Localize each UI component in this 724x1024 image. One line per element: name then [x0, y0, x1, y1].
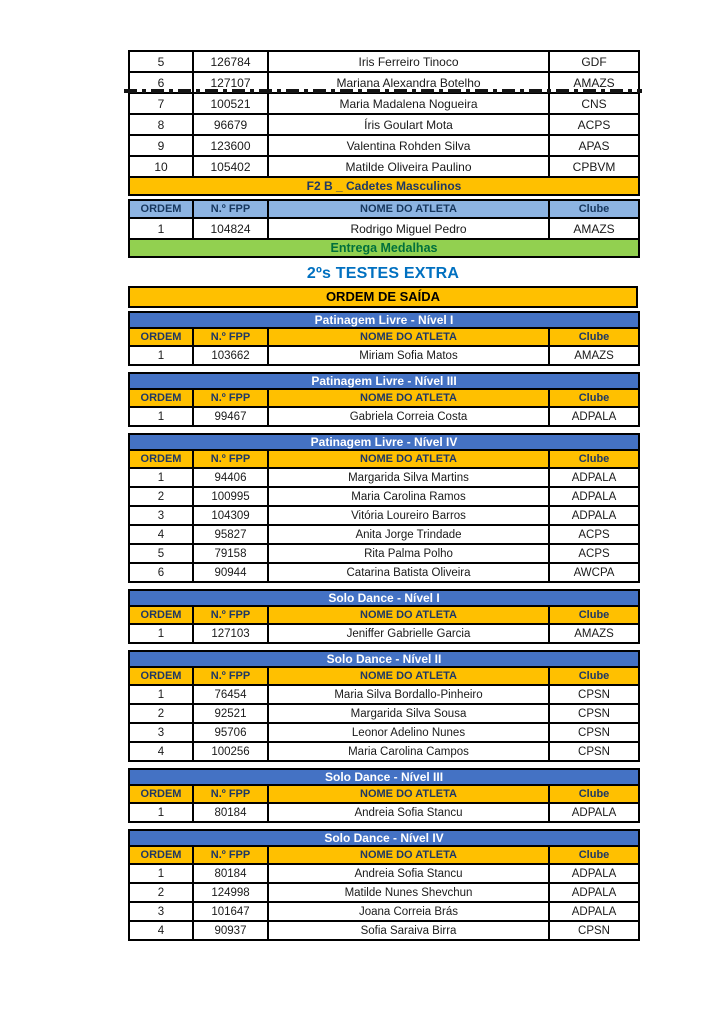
cell-ordem: 3: [129, 902, 193, 921]
cell-name: Joana Correia Brás: [268, 902, 549, 921]
column-header-name: NOME DO ATLETA: [268, 450, 549, 468]
cell-fpp: 104309: [193, 506, 268, 525]
cadetes-masculinos-table: [128, 199, 640, 258]
cell-name: Íris Goulart Mota: [268, 114, 549, 135]
cell-name: Catarina Batista Oliveira: [268, 563, 549, 582]
cell-club: APAS: [549, 135, 639, 156]
cell-fpp: 103662: [193, 346, 268, 365]
table-row: [129, 803, 639, 822]
cell-fpp: 79158: [193, 544, 268, 563]
section-title-bar: Patinagem Livre - Nível III: [129, 373, 639, 389]
column-header-name: NOME DO ATLETA: [268, 200, 549, 218]
cell-ordem: 6: [129, 72, 193, 93]
column-header-fpp: N.º FPP: [193, 846, 268, 864]
cell-club: AMAZS: [549, 346, 639, 365]
cell-ordem: 7: [129, 93, 193, 114]
cell-club: ACPS: [549, 544, 639, 563]
cell-fpp: 124998: [193, 883, 268, 902]
section-table: [128, 433, 640, 583]
cell-fpp: 80184: [193, 864, 268, 883]
section-title-bar: Solo Dance - Nível IV: [129, 830, 639, 846]
section-table: [128, 650, 640, 762]
cell-ordem: 2: [129, 883, 193, 902]
cell-fpp: 104824: [193, 218, 268, 239]
cell-club: ADPALA: [549, 407, 639, 426]
cell-ordem: 5: [129, 544, 193, 563]
cell-ordem: 1: [129, 346, 193, 365]
table-row: [129, 51, 639, 72]
cell-name: Maria Carolina Campos: [268, 742, 549, 761]
column-header-club: Clube: [549, 450, 639, 468]
cell-club: ACPS: [549, 114, 639, 135]
section-title-bar: Patinagem Livre - Nível IV: [129, 434, 639, 450]
table-row: [129, 218, 639, 239]
cell-ordem: 3: [129, 723, 193, 742]
column-header-fpp: N.º FPP: [193, 785, 268, 803]
column-header-row: [129, 450, 639, 468]
column-header-ordem: ORDEM: [129, 328, 193, 346]
column-header-fpp: N.º FPP: [193, 606, 268, 624]
table-row: [129, 93, 639, 114]
column-header-club: Clube: [549, 667, 639, 685]
table-row: [129, 506, 639, 525]
column-header-row: [129, 846, 639, 864]
column-header-fpp: N.º FPP: [193, 328, 268, 346]
cell-club: CPSN: [549, 723, 639, 742]
cell-fpp: 76454: [193, 685, 268, 704]
cell-name: Maria Madalena Nogueira: [268, 93, 549, 114]
cell-fpp: 126784: [193, 51, 268, 72]
column-header-row: [129, 328, 639, 346]
cell-name: Rodrigo Miguel Pedro: [268, 218, 549, 239]
cell-fpp: 99467: [193, 407, 268, 426]
cell-club: CPSN: [549, 685, 639, 704]
section-title-bar-row: [129, 373, 639, 389]
cell-fpp: 100995: [193, 487, 268, 506]
table-row: [129, 704, 639, 723]
cell-ordem: 6: [129, 563, 193, 582]
column-header-fpp: N.º FPP: [193, 667, 268, 685]
group-header-bar: F2 B _ Cadetes Masculinos: [129, 177, 639, 195]
cell-ordem: 1: [129, 407, 193, 426]
cell-ordem: 4: [129, 525, 193, 544]
section-table: [128, 311, 640, 366]
column-header-club: Clube: [549, 328, 639, 346]
section-title-bar: Patinagem Livre - Nível I: [129, 312, 639, 328]
results-table-continuation: [128, 50, 640, 196]
column-header-club: Clube: [549, 846, 639, 864]
column-header-fpp: N.º FPP: [193, 389, 268, 407]
section-title-bar: Solo Dance - Nível I: [129, 590, 639, 606]
column-header-name: NOME DO ATLETA: [268, 785, 549, 803]
column-header-club: Clube: [549, 200, 639, 218]
cell-name: Iris Ferreiro Tinoco: [268, 51, 549, 72]
section-title-bar-row: [129, 651, 639, 667]
cell-name: Andreia Sofia Stancu: [268, 864, 549, 883]
cell-ordem: 1: [129, 685, 193, 704]
cell-name: Sofia Saraiva Birra: [268, 921, 549, 940]
cell-name: Leonor Adelino Nunes: [268, 723, 549, 742]
entrega-medalhas-bar: Entrega Medalhas: [129, 239, 639, 257]
cell-name: Margarida Silva Martins: [268, 468, 549, 487]
group-header-bar-row: [129, 177, 639, 195]
section-table: [128, 589, 640, 644]
table-row: [129, 346, 639, 365]
table-row: [129, 563, 639, 582]
cell-club: CPSN: [549, 742, 639, 761]
column-header-ordem: ORDEM: [129, 606, 193, 624]
column-header-name: NOME DO ATLETA: [268, 389, 549, 407]
column-header-ordem: ORDEM: [129, 667, 193, 685]
column-header-fpp: N.º FPP: [193, 450, 268, 468]
cell-club: ADPALA: [549, 803, 639, 822]
page-title: 2ºs TESTES EXTRA: [306, 265, 460, 282]
cell-name: Andreia Sofia Stancu: [268, 803, 549, 822]
column-header-name: NOME DO ATLETA: [268, 328, 549, 346]
column-header-row: [129, 785, 639, 803]
cell-ordem: 10: [129, 156, 193, 177]
cell-ordem: 5: [129, 51, 193, 72]
cell-club: CNS: [549, 93, 639, 114]
cell-club: ADPALA: [549, 506, 639, 525]
cell-ordem: 9: [129, 135, 193, 156]
table-row: [129, 864, 639, 883]
table-row: [129, 742, 639, 761]
cell-club: ADPALA: [549, 487, 639, 506]
column-header-club: Clube: [549, 785, 639, 803]
table-row: [129, 723, 639, 742]
column-header-club: Clube: [549, 389, 639, 407]
cell-ordem: 2: [129, 487, 193, 506]
section-table: [128, 768, 640, 823]
cell-fpp: 100521: [193, 93, 268, 114]
cell-fpp: 100256: [193, 742, 268, 761]
table-row: [129, 487, 639, 506]
section-title-bar-row: [129, 434, 639, 450]
table-row: [129, 114, 639, 135]
cell-ordem: 8: [129, 114, 193, 135]
cell-club: ADPALA: [549, 902, 639, 921]
cell-ordem: 4: [129, 742, 193, 761]
cell-club: AMAZS: [549, 218, 639, 239]
table-row: [129, 921, 639, 940]
cell-club: CPBVM: [549, 156, 639, 177]
cell-club: AWCPA: [549, 563, 639, 582]
ordem-de-saida-bar: ORDEM DE SAÍDA: [128, 286, 638, 308]
table-row: [129, 468, 639, 487]
section-table: [128, 829, 640, 941]
cell-fpp: 96679: [193, 114, 268, 135]
cell-name: Rita Palma Polho: [268, 544, 549, 563]
cell-fpp: 123600: [193, 135, 268, 156]
cell-ordem: 2: [129, 704, 193, 723]
cell-fpp: 90944: [193, 563, 268, 582]
cell-name: Mariana Alexandra Botelho: [268, 72, 549, 93]
section-title-bar-row: [129, 769, 639, 785]
cell-name: Vitória Loureiro Barros: [268, 506, 549, 525]
column-header-ordem: ORDEM: [129, 846, 193, 864]
document-content: [128, 50, 638, 941]
section-title-bar-row: [129, 830, 639, 846]
column-header-name: NOME DO ATLETA: [268, 606, 549, 624]
cell-ordem: 4: [129, 921, 193, 940]
table-row: [129, 525, 639, 544]
column-header-ordem: ORDEM: [129, 389, 193, 407]
cell-club: ADPALA: [549, 468, 639, 487]
cell-name: Miriam Sofia Matos: [268, 346, 549, 365]
cell-club: ACPS: [549, 525, 639, 544]
cell-fpp: 80184: [193, 803, 268, 822]
page-break-dashed-line: [124, 89, 642, 93]
table-row: [129, 624, 639, 643]
table-row: [129, 407, 639, 426]
cell-fpp: 95827: [193, 525, 268, 544]
cell-ordem: 1: [129, 803, 193, 822]
cell-fpp: 127103: [193, 624, 268, 643]
column-header-fpp: N.º FPP: [193, 200, 268, 218]
cell-name: Valentina Rohden Silva: [268, 135, 549, 156]
column-header-row: [129, 389, 639, 407]
column-header-name: NOME DO ATLETA: [268, 846, 549, 864]
cell-club: AMAZS: [549, 624, 639, 643]
cell-ordem: 3: [129, 506, 193, 525]
cell-name: Gabriela Correia Costa: [268, 407, 549, 426]
section-table: [128, 372, 640, 427]
cell-name: Anita Jorge Trindade: [268, 525, 549, 544]
column-header-row: [129, 200, 639, 218]
cell-club: ADPALA: [549, 883, 639, 902]
cell-club: GDF: [549, 51, 639, 72]
cell-fpp: 90937: [193, 921, 268, 940]
column-header-ordem: ORDEM: [129, 200, 193, 218]
table-row: [129, 135, 639, 156]
cell-club: AMAZS: [549, 72, 639, 93]
start-order-sections: [128, 311, 638, 941]
cell-fpp: 92521: [193, 704, 268, 723]
table-row: [129, 156, 639, 177]
cell-fpp: 127107: [193, 72, 268, 93]
section-title-bar-row: [129, 590, 639, 606]
cell-fpp: 101647: [193, 902, 268, 921]
cell-name: Margarida Silva Sousa: [268, 704, 549, 723]
cell-club: CPSN: [549, 704, 639, 723]
cell-fpp: 105402: [193, 156, 268, 177]
cell-fpp: 95706: [193, 723, 268, 742]
column-header-row: [129, 606, 639, 624]
table-row: [129, 902, 639, 921]
cell-ordem: 1: [129, 218, 193, 239]
cell-name: Matilde Nunes Shevchun: [268, 883, 549, 902]
cell-club: CPSN: [549, 921, 639, 940]
section-title-bar: Solo Dance - Nível III: [129, 769, 639, 785]
table-row: [129, 544, 639, 563]
cell-name: Matilde Oliveira Paulino: [268, 156, 549, 177]
column-header-ordem: ORDEM: [129, 450, 193, 468]
cell-name: Maria Carolina Ramos: [268, 487, 549, 506]
cell-name: Jeniffer Gabrielle Garcia: [268, 624, 549, 643]
section-title-bar-row: [129, 312, 639, 328]
column-header-name: NOME DO ATLETA: [268, 667, 549, 685]
cell-ordem: 1: [129, 624, 193, 643]
cell-ordem: 1: [129, 468, 193, 487]
cell-name: Maria Silva Bordallo-Pinheiro: [268, 685, 549, 704]
section-title-bar: Solo Dance - Nível II: [129, 651, 639, 667]
column-header-club: Clube: [549, 606, 639, 624]
table-row: [129, 685, 639, 704]
entrega-medalhas-bar-row: [129, 239, 639, 257]
cell-club: ADPALA: [549, 864, 639, 883]
cell-fpp: 94406: [193, 468, 268, 487]
column-header-ordem: ORDEM: [129, 785, 193, 803]
column-header-row: [129, 667, 639, 685]
table-row: [129, 883, 639, 902]
cell-ordem: 1: [129, 864, 193, 883]
